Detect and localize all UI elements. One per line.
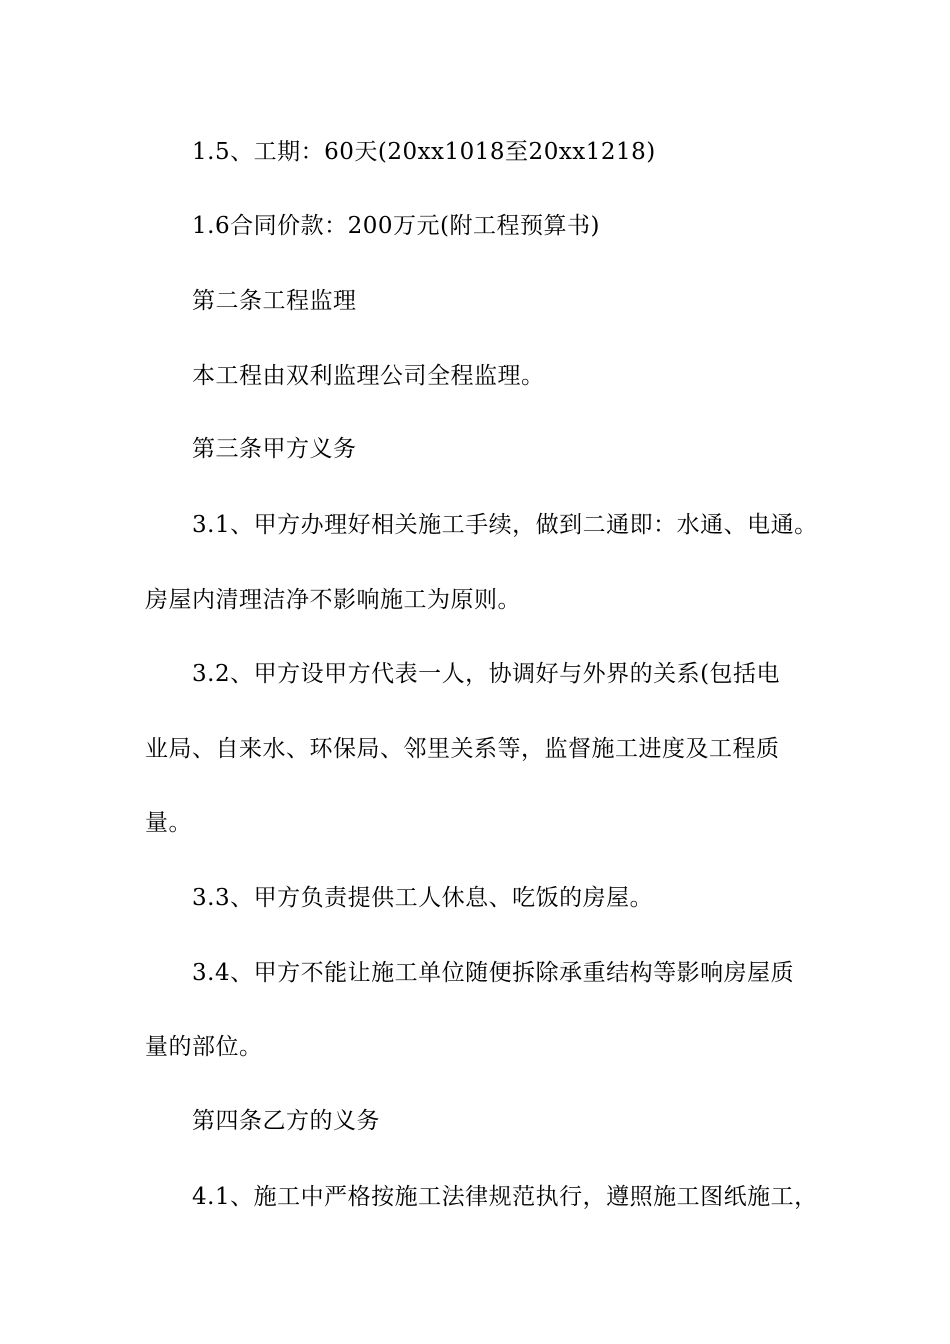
clause-3-3: 3.3、甲方负责提供工人休息、吃饭的房屋。 xyxy=(192,885,654,911)
clause-1-6: 1.6合同价款：200万元(附工程预算书) xyxy=(192,213,600,239)
heading-article-3: 第三条甲方义务 xyxy=(192,436,357,462)
heading-article-2: 第二条工程监理 xyxy=(192,288,357,314)
clause-3-2-continued: 业局、自来水、环保局、邻里关系等，监督施工进度及工程质 xyxy=(145,736,780,762)
clause-3-4: 3.4、甲方不能让施工单位随便拆除承重结构等影响房屋质 xyxy=(192,960,795,986)
clause-3-4-continued: 量的部位。 xyxy=(145,1034,263,1060)
clause-1-5: 1.5、工期：60天(20xx1018至20xx1218) xyxy=(192,139,656,165)
clause-3-1: 3.1、甲方办理好相关施工手续，做到二通即：水通、电通。 xyxy=(192,512,818,538)
paragraph-supervision: 本工程由双利监理公司全程监理。 xyxy=(192,363,545,389)
clause-3-1-continued: 房屋内清理洁净不影响施工为原则。 xyxy=(145,587,521,613)
clause-4-1: 4.1、施工中严格按施工法律规范执行，遵照施工图纸施工， xyxy=(192,1184,818,1210)
clause-3-2: 3.2、甲方设甲方代表一人，协调好与外界的关系(包括电 xyxy=(192,661,781,687)
heading-article-4: 第四条乙方的义务 xyxy=(192,1108,380,1134)
clause-3-2-end: 量。 xyxy=(145,810,192,836)
